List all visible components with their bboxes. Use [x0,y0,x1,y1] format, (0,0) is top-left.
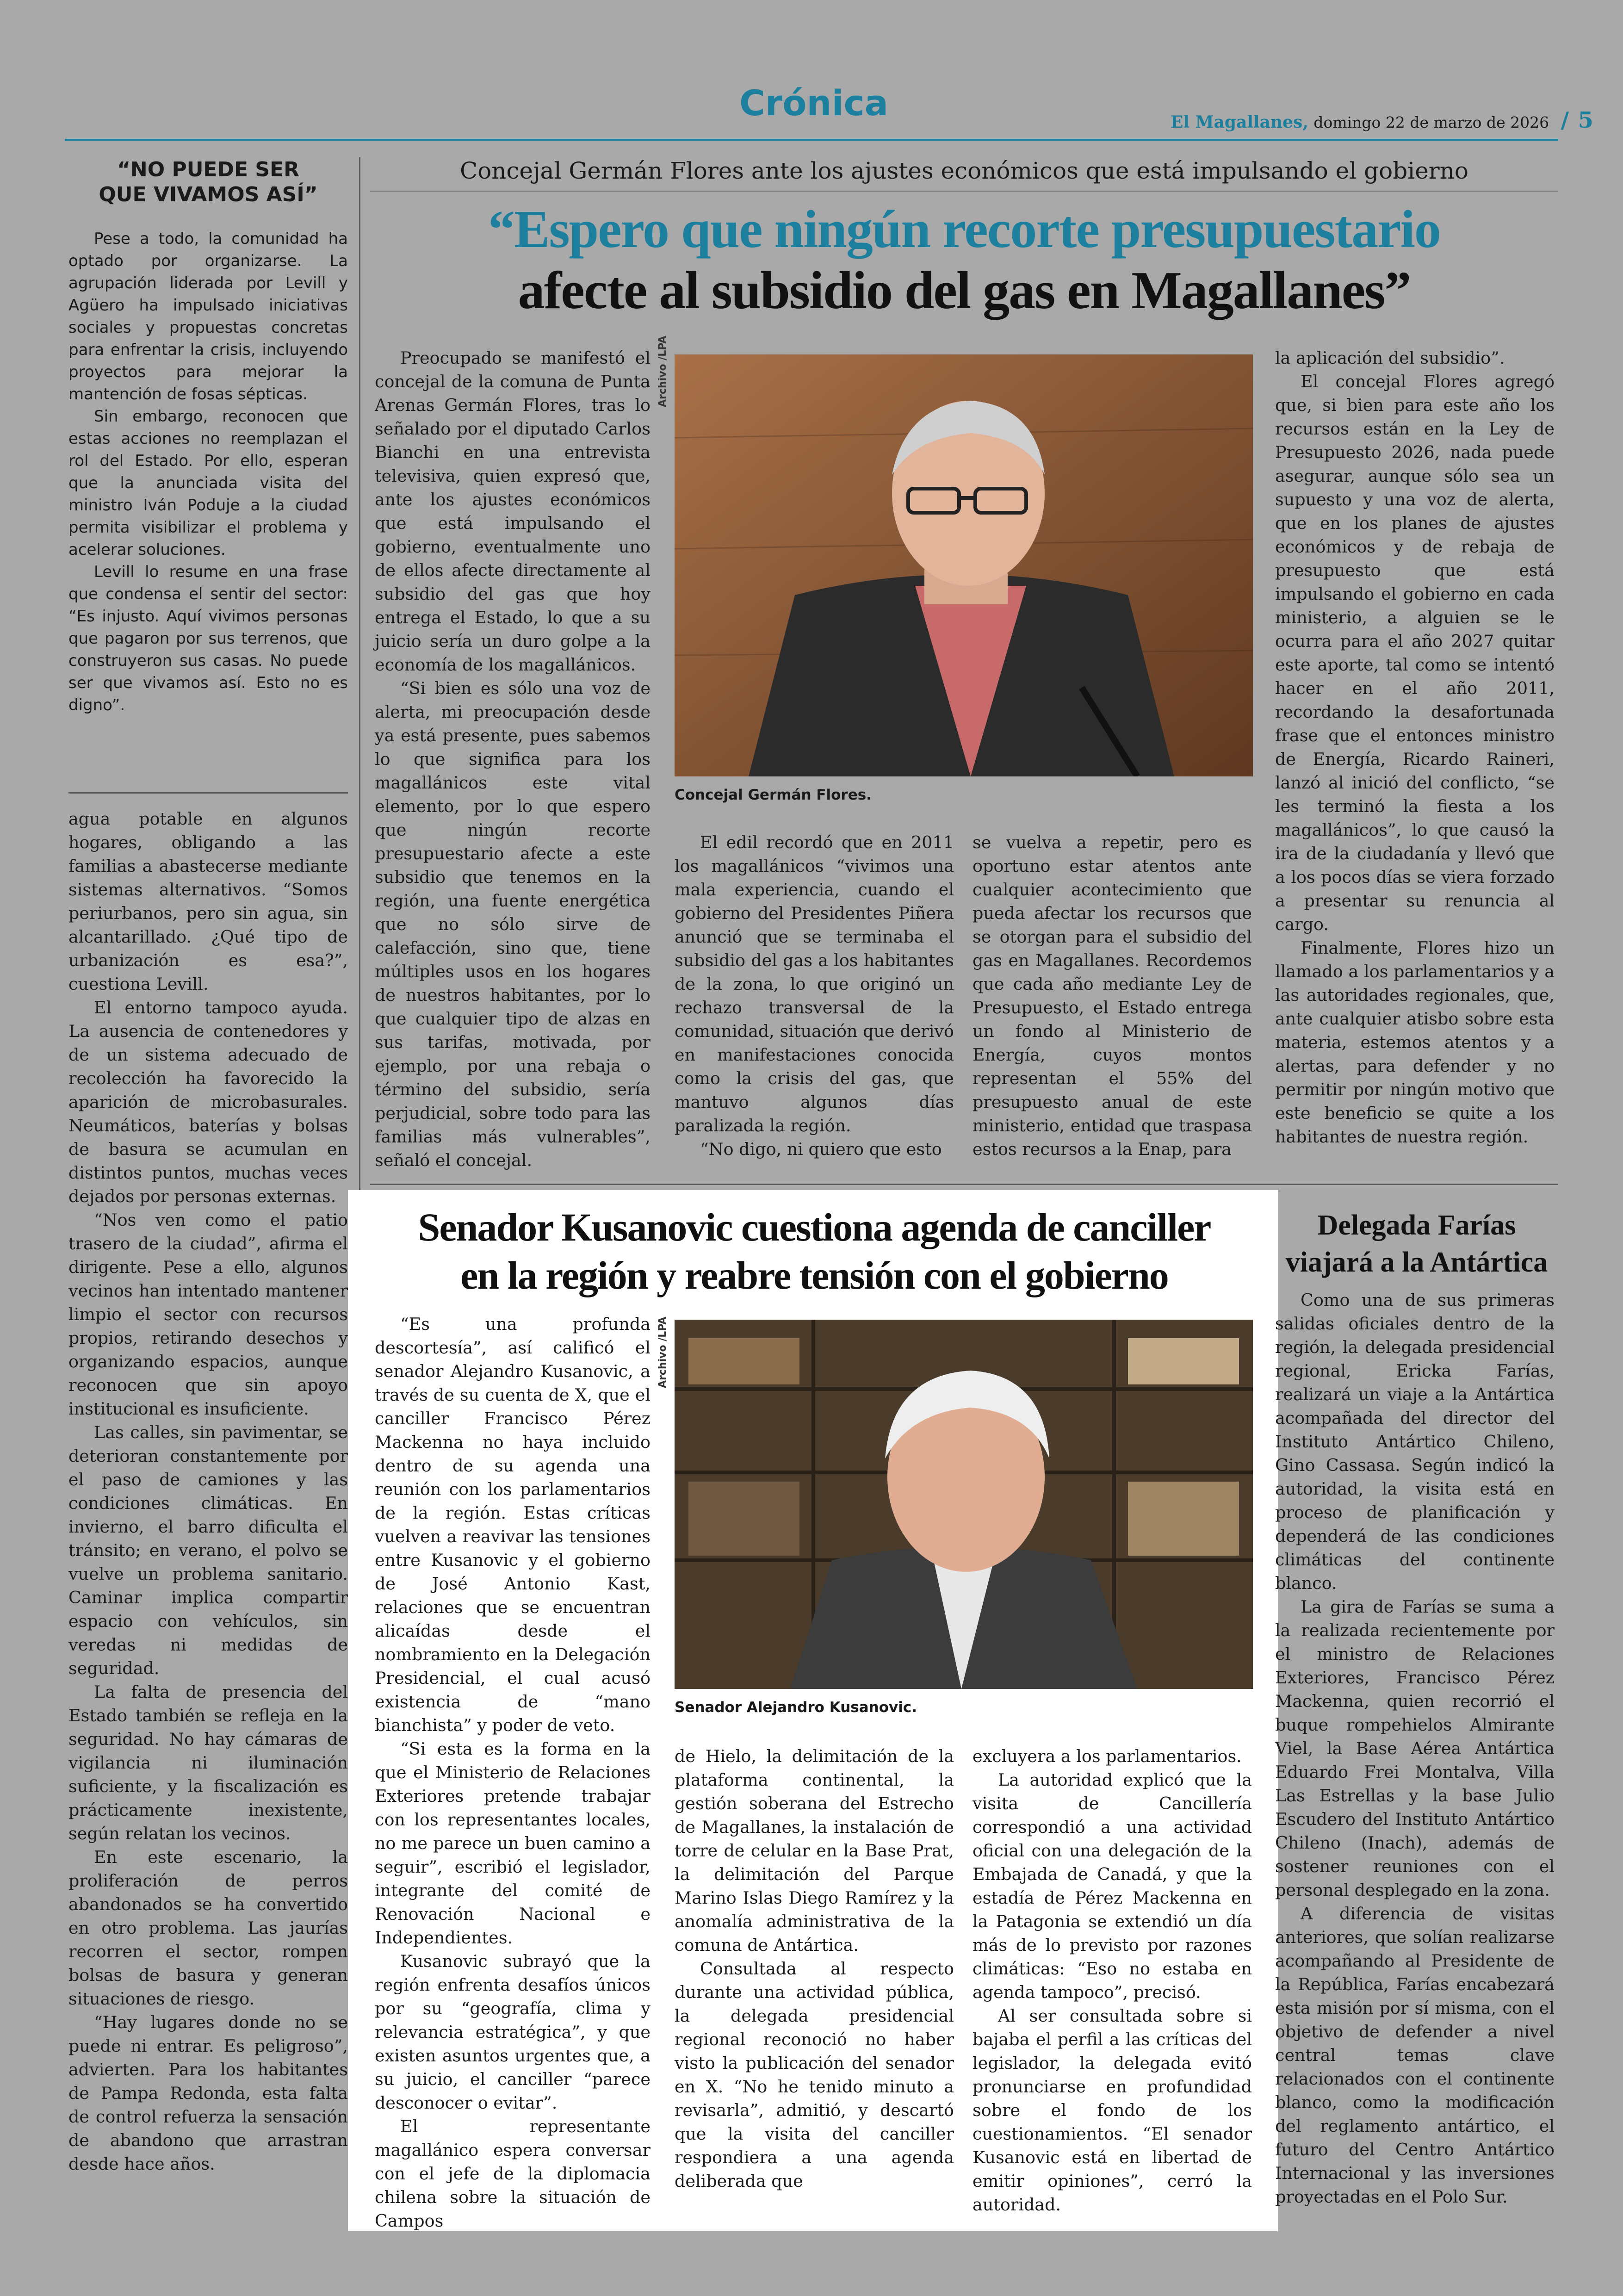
farias-paragraph: La gira de Farías se suma a la realizada recientemente por el ministro de Relaciones Exteriores, Francisco Pérez Mackenna, quien recorrió el buque rompehielos Almirante Viel, la Base Aérea Antártica Eduardo Frei Montalva, Villa Las Estrellas y la base Julio Escudero del Instituto Antártico Chileno (Inach), además de sostener reuniones con el personal desplegado en la zona. [1275,1597,1555,1900]
main-headline-line2: afecte al subsidio del gas en Magallanes” [518,261,1411,320]
kicker-rule [370,191,1558,192]
main-paragraph: Finalmente, Flores hizo un llamado a los parlamentarios y a las autoridades regionales, que, ante cualquier atisbo sobre esta materia, estemos atentos y a alertas, para defender y no permitir por ningún motivo que este beneficio se quite a los habitantes de nuestra región. [1275,938,1555,1147]
section-title: Crónica [739,82,888,124]
kusanovic-photo [675,1320,1253,1689]
kusanovic-paragraph: Al ser consultada sobre si bajaba el perfil a las críticas del legislador, la delegada evitó pronunciarse en profundidad sobre el fondo de los cuestionamientos. “El senador Kusanovic está en libertad de emitir opiniones”, cerró la autoridad. [973,2006,1252,2215]
issue-date: domingo 22 de marzo de 2026 [1313,113,1549,131]
main-paragraph: “No digo, ni quiero que esto [700,1139,942,1159]
farias-headline-line1: Delegada Farías [1317,1210,1516,1241]
farias-body [1275,1288,1555,2209]
kusanovic-paragraph: Kusanovic subrayó que la región enfrenta desafíos únicos por su “geografía, clima y relevancia estratégica”, y que existen asuntos urgentes que, a su juicio, el canciller “parece desconocer o evitar”. [375,1951,650,2113]
left-column-body [68,807,348,2176]
main-headline [370,199,1558,321]
flores-photo [675,354,1253,776]
kusanovic-col2 [675,1744,954,2193]
kusanovic-headline-line2: en la región y reabre tensión con el gobierno [460,1253,1168,1297]
left-paragraph: En este escenario, la proliferación de perros abandonados se ha convertido en otro problema. Las jaurías recorren el sector, rompen bolsas de basura y generan situaciones de riesgo. [68,1847,348,2009]
kusanovic-portrait-illustration [675,1320,1253,1689]
left-paragraph: “Hay lugares donde no se puede ni entrar. Es peligroso”, advierten. Para los habitantes de Pampa Redonda, esta falta de control refuerza la sensación de abandono que arrastran desde hace años. [68,2012,348,2174]
sidebar-paragraph: Sin embargo, reconocen que estas acciones no reemplazan el rol del Estado. Por ello, esperan que la anunciada visita del ministro Iván Poduje a la ciudad permita visibilizar el problema y acelerar soluciones. [68,407,348,559]
main-col4 [1275,346,1555,1148]
left-paragraph: agua potable en algunos hogares, obligando a las familias a abastecerse mediante sistemas alternativos. “Somos periurbanos, pero sin agua, sin alcantarillado. ¿Qué tipo de urbanización es esa?”, cuestiona Levill. [68,809,348,994]
kusanovic-paragraph: “Es una profunda descortesía”, así calificó el senador Alejandro Kusanovic, a través de su cuenta de X, que el canciller Francisco Pérez Mackenna no haya incluido dentro de su agenda una reunión con los parlamentarios de la región. Estas críticas vuelven a reavivar las tensiones entre Kusanovic y el gobierno de José Antonio Kast, relaciones que se encuentran alicaídas desde el nombramiento en la Delegación Presidencial, el cual acusó existencia de “mano bianchista” y poder de veto. [375,1314,650,1735]
header-rule [65,139,1558,141]
farias-headline [1275,1207,1558,1281]
kusanovic-paragraph: de Hielo, la delimitación de la plataforma continental, la gestión soberana del Estrecho de Magallanes, la instalación de torre de celular en la Base Prat, la delimitación del Parque Marino Islas Diego Ramírez y la anomalía administrativa de la comuna de Antártica. [675,1746,954,1955]
kusanovic-paragraph: El representante magallánico espera conversar con el jefe de la diplomacia chilena sobre la situación de Campos [375,2116,650,2231]
flores-photo-caption: Concejal Germán Flores. [675,787,872,803]
main-headline-line1: “Espero que ningún recorte presupuestario [488,200,1440,259]
kusanovic-photo-caption: Senador Alejandro Kusanovic. [675,1699,917,1716]
left-paragraph: Las calles, sin pavimentar, se deterioran constantemente por el paso de camiones y las condiciones climáticas. En invierno, el barro dificulta el tránsito; en verano, el polvo se vuelve un problema sanitario. Caminar implica compartir espacio con vehículos, sin veredas ni medidas de seguridad. [68,1422,348,1678]
left-paragraph: “Nos ven como el patio trasero de la ciudad”, afirma el dirigente. Pese a ello, algunos vecinos han intentado mantener limpio el sector con recursos propios, retirando desechos y organizando espacios, aunque reconocen que sin apoyo institucional es insuficiente. [68,1210,348,1419]
main-paragraph: El concejal Flores agregó que, si bien para este año los recursos están en la Ley de Presupuesto 2026, nada puede asegurar, aunque sólo sea un supuesto y una voz de alerta, que en los planes de ajustes económicos y de rebaja de presupuesto que está impulsando el gobierno en cada ministerio, a alguien se le ocurra para el año 2027 quitar este aporte, tal como se intentó hacer en el año 2011, recordando la desafortunada frase que el entonces ministro de Energía, Ricardo Raineri, lanzó al inició del conflicto, “se les terminó la fiesta a los magallánicos”, lo que causó la ira de la ciudadanía y llevó que a los pocos días se viera forzado a presentar su renuncia al cargo. [1275,372,1555,934]
main-paragraph: se vuelva a repetir, pero es oportuno estar atentos ante cualquier acontecimiento que pueda afectar los recursos que se otorgan para el subsidio del gas en Magallanes. Recordemos que cada año mediante Ley de Presupuesto, el Estado entrega un fondo al Ministerio de Energía, cuyos montos representan el 55% del presupuesto anual de este ministerio, entidad que traspasa estos recursos a la Enap, para [973,832,1252,1159]
kusanovic-paragraph: excluyera a los parlamentarios. [973,1746,1242,1766]
left-paragraph: El entorno tampoco ayuda. La ausencia de contenedores y de un sistema adecuado de recolección ha favorecido la aparición de microbasurales. Neumáticos, baterías y bolsas de basura se acumulan en distintos puntos, muchas veces dejados por personas externas. [68,998,348,1206]
sidebar-title-line2: QUE VIVAMOS ASÍ” [99,183,318,206]
newspaper-name: El Magallanes, [1171,112,1308,132]
main-paragraph: la aplicación del subsidio”. [1275,348,1505,368]
sidebar-title [69,157,347,207]
masthead [1171,107,1593,133]
kusanovic-paragraph: La autoridad explicó que la visita de Cancillería correspondió a una actividad oficial con una delegación de la Embajada de Canadá, y que la estadía de Pérez Mackenna en la Patagonia se extendió un día más de lo previsto por razones climáticas: “Eso no estaba en agenda tampoco”, precisó. [973,1770,1252,2002]
sidebar-body [68,228,348,716]
kusanovic-headline-line1: Senador Kusanovic cuestiona agenda de canciller [418,1205,1211,1249]
kusanovic-paragraph: “Si esta es la forma en la que el Ministerio de Relaciones Exteriores pretende trabajar con los representantes locales, no me parece un buen camino a seguir”, escribió el legislador, integrante del comité de Renovación Nacional e Independientes. [375,1739,650,1948]
photo-credit: Archivo /LPA [657,1316,669,1388]
header-separator: / [1561,107,1569,133]
farias-paragraph: A diferencia de visitas anteriores, que solían realizarse acompañando al Presidente de la República, Farías encabezará esta misión por sí misma, con el objetivo de defender a nivel central temas clave relacionados con el continente blanco, como la modificación del reglamento antártico, el futuro del Centro Antártico Internacional y las inversiones proyectadas en el Polo Sur. [1275,1904,1555,2207]
sidebar-paragraph: Pese a todo, la comunidad ha optado por organizarse. La agrupación liderada por Levill y Agüero ha impulsado iniciativas sociales y propuestas concretas para enfrentar la crisis, incluyendo proyectos para mejorar la mantención de fosas sépticas. [68,230,348,403]
kusanovic-col1 [375,1312,650,2233]
sidebar-title-line1: “NO PUEDE SER [117,158,300,181]
sidebar-divider [68,792,348,794]
flores-portrait-illustration [675,354,1253,776]
kusanovic-headline [356,1203,1272,1299]
main-paragraph: El edil recordó que en 2011 los magallánicos “vivimos una mala experiencia, cuando el gobierno del Presidentes Piñera anunció que se terminaba el subsidio del gas a los habitantes de la zona, lo que originó un rechazo transversal de la comunidad, situación que derivó en manifestaciones conocida como la crisis del gas, que mantuvo algunos días paralizada la región. [675,832,954,1136]
kusanovic-paragraph: Consultada al respecto durante una actividad pública, la delegada presidencial regional reconoció no haber visto la publicación del senador en X. “No he tenido minuto a revisarla”, admitió, y descartó que la visita del canciller respondiera a una agenda deliberada que [675,1959,954,2191]
main-kicker: Concejal Germán Flores ante los ajustes económicos que está impulsando el gobierno [459,157,1469,184]
page-number: 5 [1578,107,1593,133]
farias-paragraph: Como una de sus primeras salidas oficiales dentro de la región, la delegada presidencial regional, Ericka Farías, realizará un viaje a la Antártica acompañada del director del Instituto Antártico Chileno, Gino Cassasa. Según indicó la autoridad, la visita está en proceso de planificación y dependerá de las condiciones climáticas del continente blanco. [1275,1290,1555,1593]
sidebar-paragraph: Levill lo resume en una frase que condensa el sentir del sector: “Es injusto. Aquí vivimos personas que pagaron por sus terrenos, que construyeron sus casas. No puede ser que vivamos así. Esto no es digno”. [68,563,348,714]
farias-headline-line2: viajará a la Antártica [1285,1247,1548,1278]
main-col3 [973,831,1252,1161]
left-paragraph: La falta de presencia del Estado también se refleja en la seguridad. No hay cámaras de vigilancia ni iluminación suficiente, y la fiscalización es prácticamente inexistente, según relatan los vecinos. [68,1682,348,1843]
main-paragraph: “Si bien es sólo una voz de alerta, mi preocupación desde ya está presente, pues sabemos lo que significa para los magallánicos este vital elemento, por lo que espero que ningún recorte presupuestario afecte a este subsidio que tenemos en la región, una fuente energética que no sólo sirve de calefacción, sino que, tiene múltiples usos en los hogares de nuestros habitantes, por lo que cualquier tipo de alzas en sus tarifas, motivada, por ejemplo, por una rebaja o término del subsidio, sería perjudicial, sobre todo para las familias más vulnerables”, señaló el concejal. [375,678,650,1170]
kusanovic-col3 [973,1744,1252,2216]
main-col1 [375,346,650,1172]
main-col2 [675,831,954,1161]
main-paragraph: Preocupado se manifestó el concejal de la comuna de Punta Arenas Germán Flores, tras lo señalado por el diputado Carlos Bianchi en una entrevista televisiva, quien expresó que, ante los ajustes económicos que está impulsando el gobierno, eventualmente uno de ellos afecte directamente al subsidio del gas que hoy entrega el Estado, lo que a su juicio sería un duro golpe a la economía de los magallánicos. [375,348,650,675]
section-rule [370,1184,1558,1185]
photo-credit: Archivo /LPA [657,335,669,407]
